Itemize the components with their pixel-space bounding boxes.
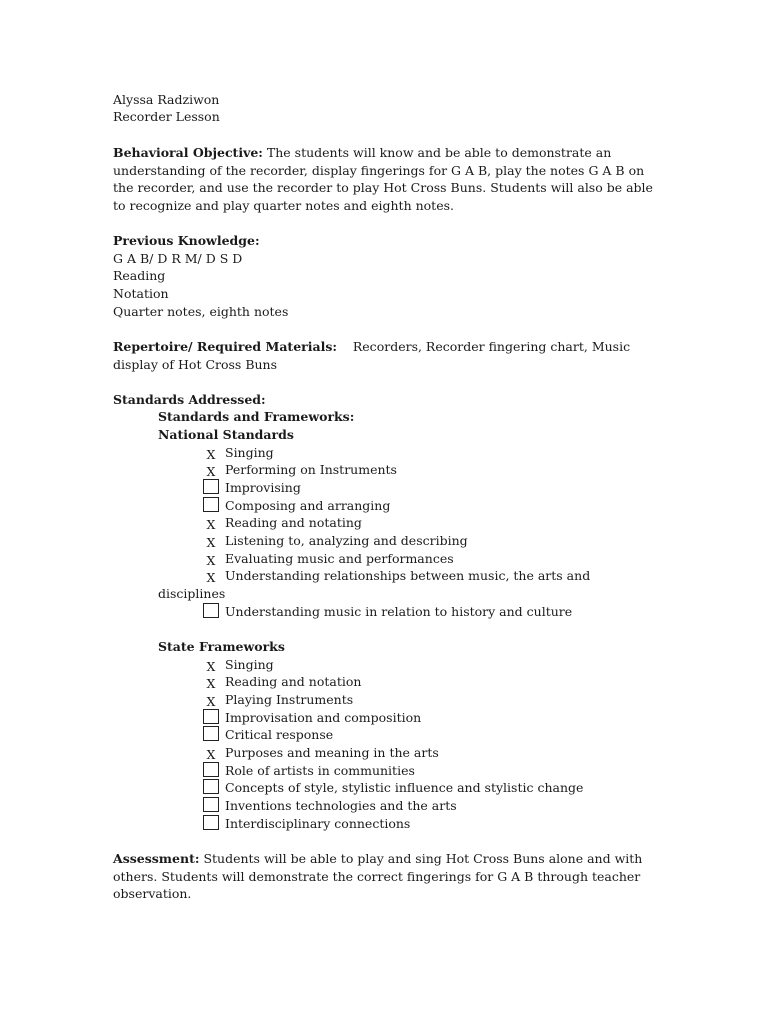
national-standard-item: [203, 532, 468, 551]
objective-label: Behavioral Objective:: [113, 145, 263, 160]
national-standard-item-label: Reading and notating: [225, 515, 362, 530]
national-standard-item: [203, 479, 301, 497]
national-standard-item-label: Performing on Instruments: [225, 462, 397, 477]
previous-knowledge-item: Reading: [113, 268, 166, 283]
assessment-line-3: observation.: [113, 886, 192, 901]
checkbox-empty: [203, 726, 219, 741]
checkbox-empty: [203, 797, 219, 812]
previous-knowledge-heading: Previous Knowledge:: [113, 233, 260, 248]
x-mark: X: [206, 553, 216, 568]
national-standard-item-label: Understanding music in relation to history and culture: [225, 604, 573, 619]
checkbox-empty: [203, 479, 219, 494]
repertoire-line-2: display of Hot Cross Buns: [113, 357, 278, 372]
state-framework-item: [203, 797, 457, 815]
lesson-title: Recorder Lesson: [113, 109, 220, 124]
national-standard-item: [203, 497, 390, 515]
x-mark: X: [206, 535, 216, 550]
national-standard-item: [203, 603, 572, 621]
checkbox-empty: [203, 709, 219, 724]
objective-line-4: to recognize and play quarter notes and eighth notes.: [113, 198, 454, 213]
objective-line-3: the recorder, and use the recorder to play Hot Cross Buns. Students will also be able: [113, 180, 653, 195]
state-framework-item-label: Improvisation and composition: [225, 710, 422, 725]
previous-knowledge-item: G A B/ D R M/ D S D: [113, 251, 243, 266]
national-standard-item-label: Understanding relationships between music, the arts and: [225, 568, 591, 583]
state-framework-item-label: Interdisciplinary connections: [225, 816, 411, 831]
checkbox-empty: [203, 762, 219, 777]
x-mark: X: [206, 659, 216, 674]
assessment-text: Students will be able to play and sing Hot Cross Buns alone and with: [199, 851, 643, 866]
objective-text: The students will know and be able to demonstrate an: [262, 145, 612, 160]
state-framework-item-label: Concepts of style, stylistic influence and stylistic change: [225, 780, 584, 795]
checkbox-empty: [203, 779, 219, 794]
objective-line-1: [113, 144, 611, 162]
state-framework-item: [203, 709, 421, 727]
national-standard-item: [203, 514, 362, 533]
state-framework-item-label: Singing: [225, 657, 274, 672]
x-mark: X: [206, 570, 216, 585]
objective-line-2: understanding of the recorder, display fingerings for G A B, play the notes G A B on: [113, 163, 645, 178]
x-mark: X: [206, 447, 216, 462]
state-framework-item: [203, 691, 353, 710]
assessment-label: Assessment:: [113, 851, 200, 866]
state-frameworks-heading: State Frameworks: [158, 639, 285, 654]
standards-heading: Standards Addressed:: [113, 392, 266, 407]
checkbox-empty: [203, 815, 219, 830]
national-standard-item-label: Composing and arranging: [225, 498, 391, 513]
national-standard-item: [203, 567, 590, 586]
repertoire-text: Recorders, Recorder fingering chart, Music: [336, 339, 631, 354]
state-framework-item: [203, 762, 415, 780]
state-framework-item: [203, 779, 583, 797]
state-framework-item: [203, 815, 410, 833]
state-framework-item-label: Role of artists in communities: [225, 763, 415, 778]
x-mark: X: [206, 517, 216, 532]
state-framework-item: [203, 726, 333, 744]
x-mark: X: [206, 676, 216, 691]
state-framework-item-label: Critical response: [225, 727, 334, 742]
previous-knowledge-item: Quarter notes, eighth notes: [113, 304, 289, 319]
national-standard-item-label: Improvising: [225, 480, 301, 495]
state-framework-item: [203, 744, 439, 763]
frameworks-subheading: Standards and Frameworks:: [158, 409, 355, 424]
author-name: Alyssa Radziwon: [113, 92, 220, 107]
x-mark: X: [206, 464, 216, 479]
state-framework-item-label: Playing Instruments: [225, 692, 354, 707]
state-framework-item-label: Reading and notation: [225, 674, 362, 689]
repertoire-line-1: [113, 338, 630, 356]
assessment-line-1: [113, 850, 642, 868]
state-framework-item: [203, 673, 361, 692]
assessment-line-2: others. Students will demonstrate the correct fingerings for G A B through teacher: [113, 869, 641, 884]
national-standard-item: [203, 461, 397, 480]
checkbox-empty: [203, 603, 219, 618]
national-standards-heading: National Standards: [158, 427, 294, 442]
national-standard-item-label: Singing: [225, 445, 274, 460]
national-standard-item-label: Evaluating music and performances: [225, 551, 454, 566]
x-mark: X: [206, 747, 216, 762]
checkbox-empty: [203, 497, 219, 512]
state-framework-item-label: Inventions technologies and the arts: [225, 798, 457, 813]
national-standard-item-label: Listening to, analyzing and describing: [225, 533, 468, 548]
state-framework-item-label: Purposes and meaning in the arts: [225, 745, 439, 760]
x-mark: X: [206, 694, 216, 709]
previous-knowledge-item: Notation: [113, 286, 169, 301]
repertoire-label: Repertoire/ Required Materials:: [113, 339, 337, 354]
national-standard-wrap-text: disciplines: [158, 586, 226, 601]
